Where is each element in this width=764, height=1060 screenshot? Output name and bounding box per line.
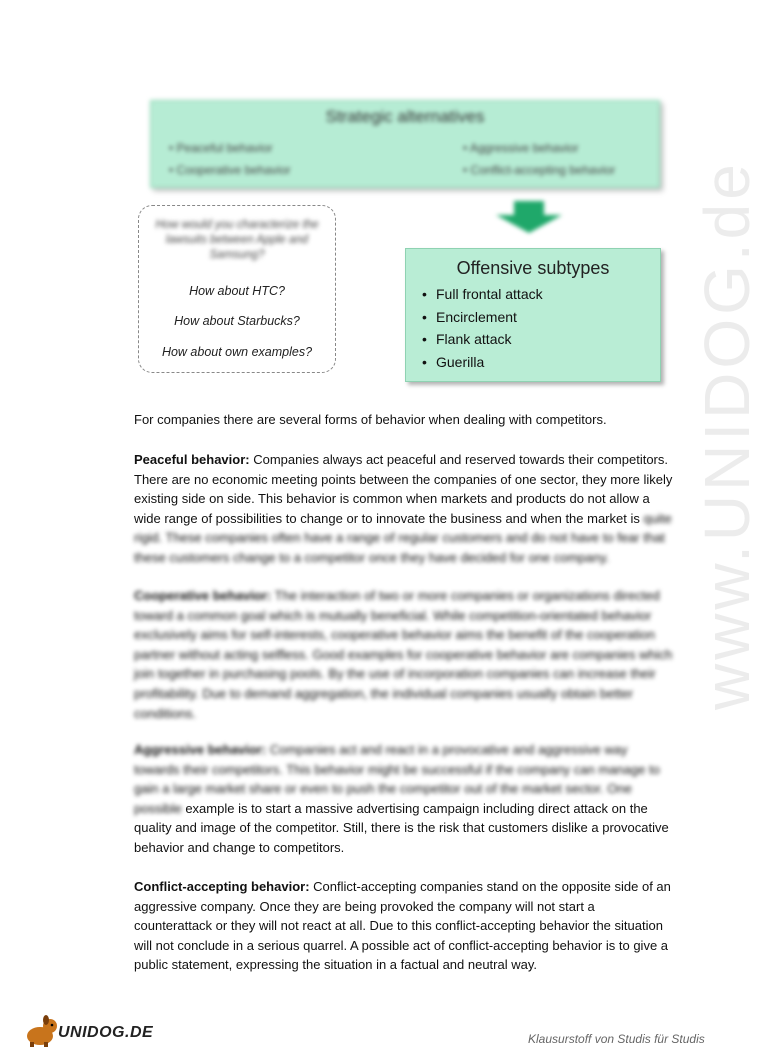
strategic-item: • Peaceful behavior xyxy=(169,137,291,159)
strategic-item: • Conflict-accepting behavior xyxy=(463,159,615,181)
offensive-item: • Guerilla xyxy=(422,351,543,374)
strategic-item: • Aggressive behavior xyxy=(463,137,615,159)
strategic-alternatives-title: Strategic alternatives xyxy=(325,107,485,126)
footer-logo-text: UNIDOG.DE xyxy=(58,1024,154,1041)
bubble-question: How about own examples? xyxy=(161,345,313,359)
question-bubble xyxy=(138,205,336,373)
strategic-alternatives-box xyxy=(150,100,660,188)
strategic-item: • Cooperative behavior xyxy=(169,159,291,181)
down-arrow-icon xyxy=(494,201,564,233)
offensive-subtypes-list xyxy=(422,283,543,373)
cooperative-heading: Cooperative behavior: xyxy=(134,588,272,603)
footer-tagline: Klausurstoff von Studis für Studis xyxy=(528,1032,705,1046)
aggressive-heading: Aggressive behavior: xyxy=(134,742,267,757)
conflict-body: Conflict-accepting companies stand on the opposite side of an aggressive company. Once they are being provoked the company will not start a counterattack or they will not react at all. Due to this conflict-accepting behavior the situation will not conclude in a serious quarrel. A possible act of conflict-accepting behavior is to give a public statement, expressing the situation in a factual and neutral way. xyxy=(134,879,671,973)
offensive-item: • Full frontal attack xyxy=(422,283,543,306)
peaceful-body: Companies always act peaceful and reserved towards their competitors. There are no economic meeting points between the companies of one sector, they more likely existing side on side. This behavior is common when markets and products do not allow a wide range of possibilities to change or to innovate the business and when the market is xyxy=(134,452,673,526)
bubble-question: How about HTC? xyxy=(189,284,285,298)
strategic-right-list xyxy=(463,137,615,181)
intro-paragraph: For companies there are several forms of behavior when dealing with competitors. xyxy=(134,412,607,427)
aggressive-paragraph xyxy=(134,740,674,858)
offensive-item: • Encirclement xyxy=(422,306,543,329)
bubble-question: How about Starbucks? xyxy=(174,314,300,328)
conflict-heading: Conflict-accepting behavior: xyxy=(134,879,310,894)
watermark: www.UNIDOG.de xyxy=(691,160,763,710)
offensive-subtypes-title: Offensive subtypes xyxy=(456,258,610,278)
peaceful-blurred: quite rigid. These companies often have a range of regular customers and do not have to fear that these customers change to a competitor once they have decided for one company. xyxy=(134,510,672,565)
cooperative-paragraph xyxy=(134,586,674,723)
bubble-blurred-question: How would you characterize the lawsuits between Apple and Samsung? xyxy=(155,219,319,261)
strategic-left-list xyxy=(169,137,291,181)
cooperative-blurred: The interaction of two or more companies or organizations directed toward a common goal which is mutually beneficial. While competition-orientated behavior exclusively aims for self-interests, cooperative behavior aims the benefit of the cooperation partner without acting selfless. Good examples for cooperative behavior are companies which join together in purchasing pools. By the use of incorporation companies can increase their profitability. Due to demand aggregation, the individual companies usually obtain better conditions. xyxy=(134,588,673,721)
aggressive-body: example is to start a massive advertising campaign including direct attack on the quality and image of the competitor. Still, there is the risk that customers dislike a provocative behavior and change to competitors. xyxy=(134,800,669,855)
offensive-subtypes-box xyxy=(405,248,661,382)
peaceful-heading: Peaceful behavior: xyxy=(134,452,250,467)
peaceful-paragraph xyxy=(134,450,674,568)
offensive-item: • Flank attack xyxy=(422,328,543,351)
conflict-paragraph xyxy=(134,877,674,975)
aggressive-blurred: Companies act and react in a provocative and aggressive way towards their competitors. This behavior might be successful if the company can manage to gain a large market share or even to push the competitor out of the market sector. One possible xyxy=(134,742,660,816)
